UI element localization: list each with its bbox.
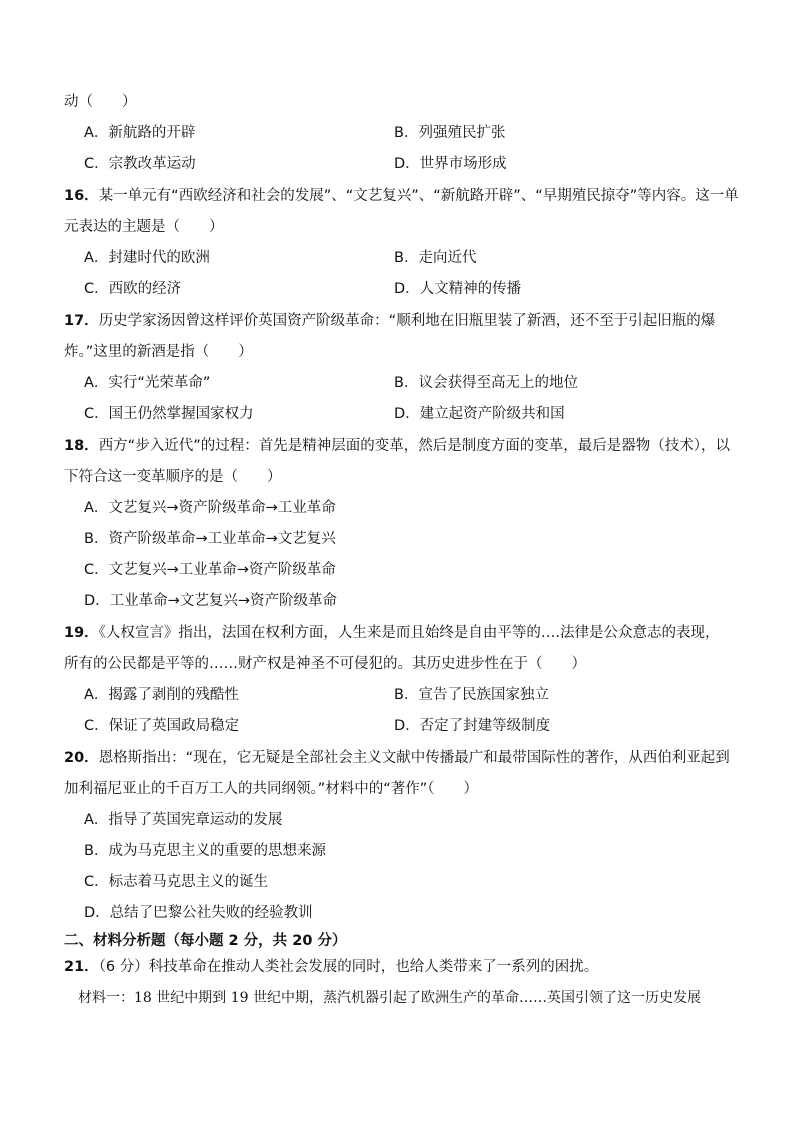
q15-option-b: B．列强殖民扩张 [394, 125, 506, 141]
q21-material-1: 材料一：18 世纪中期到 19 世纪中期，蒸汽机器引起了欧洲生产的革命……英国引领了这一历史发展 [78, 990, 701, 1006]
q18-option-a: A．文艺复兴→资产阶级革命→工业革命 [84, 500, 336, 516]
q16-option-b: B．走向近代 [394, 250, 477, 266]
q18-option-c: C．文艺复兴→工业革命→资产阶级革命 [84, 562, 336, 578]
q18-stem-line1 [64, 436, 744, 456]
q16-number: 16． [64, 188, 99, 204]
q17-stem-text: 历史学家汤因曾这样评价英国资产阶级革命：“顺利地在旧瓶里装了新酒，还不至于引起旧瓶的爆 [98, 313, 716, 329]
q20-stem-line2: 加利福尼亚止的千百万工人的共同纲领。”材料中的“著作”（ ） [64, 781, 479, 797]
q21-number: 21． [64, 959, 99, 975]
q20-stem-text: 恩格斯指出：“现在，它无疑是全部社会主义文献中传播最广和最带国际性的著作，从西伯利亚起到 [98, 750, 730, 766]
q17-option-a: A．实行“光荣革命” [84, 375, 211, 391]
q20-option-c: C．标志着马克思主义的诞生 [84, 874, 269, 890]
q19-option-b: B．宣告了民族国家独立 [394, 687, 549, 703]
q16-option-d: D．人文精神的传播 [394, 281, 522, 297]
q17-stem-line1 [64, 311, 744, 331]
q20-stem-line1 [64, 748, 744, 768]
q17-option-d: D．建立起资产阶级共和国 [394, 406, 565, 422]
q20-option-a: A．指导了英国宪章运动的发展 [84, 812, 283, 828]
section-2-title: 二、材料分析题（每小题 2 分，共 20 分） [64, 933, 347, 949]
q16-stem-line1 [64, 186, 744, 206]
q19-option-c: C．保证了英国政局稳定 [84, 718, 240, 734]
q16-option-a: A．封建时代的欧洲 [84, 250, 210, 266]
q16-option-c: C．西欧的经济 [84, 281, 182, 297]
q18-option-b: B．资产阶级革命→工业革命→文艺复兴 [84, 531, 336, 547]
q18-stem-text: 西方“步入近代”的过程：首先是精神层面的变革，然后是制度方面的变革，最后是器物（技术），以 [98, 438, 730, 454]
q18-number: 18． [64, 438, 99, 454]
q20-option-d: D．总结了巴黎公社失败的经验教训 [84, 905, 313, 921]
q19-stem-line2: 所有的公民都是平等的……财产权是神圣不可侵犯的。其历史进步性在于（ ） [64, 656, 586, 672]
q21-stem-text: （6 分）科技革命在推动人类社会发展的同时，也给人类带来了一系列的困扰。 [98, 959, 599, 975]
q15-option-d: D．世界市场形成 [394, 156, 507, 172]
q15-option-a: A．新航路的开辟 [84, 125, 196, 141]
q19-option-d: D．否定了封建等级制度 [394, 718, 551, 734]
q20-number: 20． [64, 750, 99, 766]
q20-option-b: B．成为马克思主义的重要的思想来源 [84, 843, 326, 859]
q19-option-a: A．揭露了剥削的残酷性 [84, 687, 239, 703]
q19-stem-text: 《人权宣言》指出，法国在权利方面，人生来是而且始终是自由平等的….法律是公众意志的表现， [98, 625, 720, 641]
q17-option-c: C．国王仍然掌握国家权力 [84, 406, 254, 422]
q17-number: 17． [64, 313, 99, 329]
q16-stem-line2: 元表达的主题是（ ） [64, 219, 224, 235]
q15-option-c: C．宗教改革运动 [84, 156, 196, 172]
q19-stem-line1 [64, 623, 744, 643]
q15-stem-tail: 动（ ） [64, 94, 137, 110]
q18-stem-line2: 下符合这一变革顺序的是（ ） [64, 469, 282, 485]
q21-stem [64, 957, 744, 977]
q19-number: 19． [64, 625, 99, 641]
q16-stem-text: 某一单元有“西欧经济和社会的发展”、“文艺复兴”、“新航路开辟”、“早期殖民掠夺”等内容。这一单 [98, 188, 739, 204]
q18-option-d: D．工业革命→文艺复兴→资产阶级革命 [84, 593, 337, 609]
q17-option-b: B．议会获得至高无上的地位 [394, 375, 578, 391]
q17-stem-line2: 炸。”这里的新酒是指（ ） [64, 344, 253, 360]
